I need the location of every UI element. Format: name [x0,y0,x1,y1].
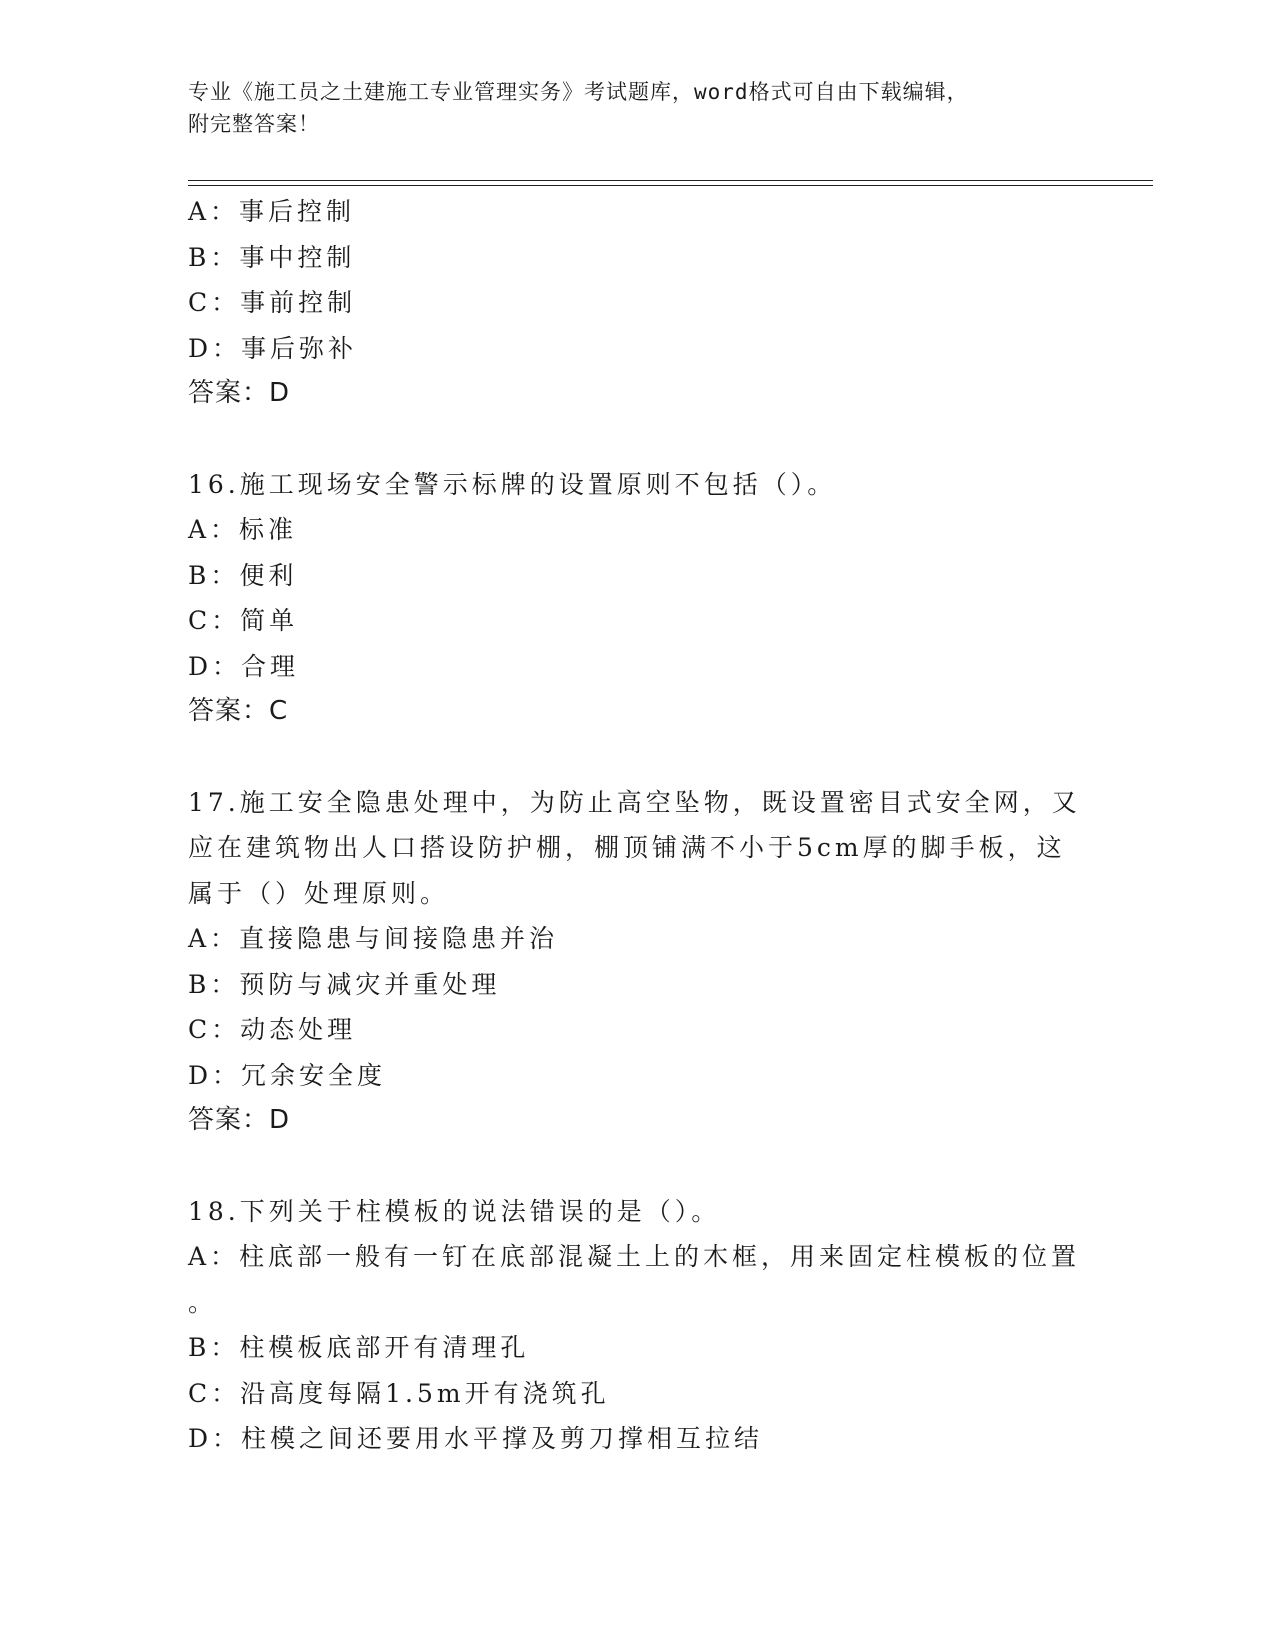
block-spacer [188,735,1088,780]
answer-option: A：事后控制 [188,197,356,226]
block-spacer [188,1144,1088,1189]
question-text: 应在建筑物出人口搭设防护棚，棚顶铺满不小于5cm厚的脚手板，这 [188,833,1066,862]
question-text: 17.施工安全隐患处理中，为防止高空坠物，既设置密目式安全网，又 [188,787,1081,817]
question-block [188,189,1088,417]
question-text: 18.下列关于柱模板的说法错误的是（）。 [188,1196,721,1226]
answer-option: A：柱底部一般有一钉在底部混凝土上的木框，用来固定柱模板的位置 [188,1242,1081,1271]
question-text: 属于（）处理原则。 [188,878,450,908]
answer-option: D：事后弥补 [188,333,358,363]
answer-option: A：直接隐患与间接隐患并治 [188,924,559,953]
answer-option: C：动态处理 [188,1015,357,1044]
header-divider-top [188,180,1153,181]
answer-option: D：合理 [188,651,300,681]
question-list [188,189,1088,1462]
answer-option: 。 [188,1287,218,1317]
block-spacer [188,417,1088,462]
answer-option: C：事前控制 [188,288,357,317]
correct-answer: 答案：D [188,378,291,408]
answer-option: B：便利 [188,560,298,590]
question-text: 16.施工现场安全警示标牌的设置原则不包括（）。 [188,469,837,499]
answer-option: B：事中控制 [188,242,356,272]
answer-option: C：简单 [188,606,299,635]
question-block [188,780,1088,1144]
answer-option: D：冗余安全度 [188,1060,387,1090]
correct-answer: 答案：D [188,1105,291,1135]
answer-option: D：柱模之间还要用水平撑及剪刀撑相互拉结 [188,1424,764,1453]
answer-option: B：预防与减灾并重处理 [188,969,501,999]
correct-answer: 答案：C [188,696,289,726]
answer-option: C：沿高度每隔1.5m开有浇筑孔 [188,1378,610,1408]
document-header [188,76,1088,140]
header-divider-bottom [188,185,1153,186]
question-block [188,462,1088,735]
header-line-1: 专业《施工员之土建施工专业管理实务》考试题库，word格式可自由下载编辑， [188,80,969,104]
header-line-2: 附完整答案！ [188,112,320,136]
answer-option: A：标准 [188,515,298,544]
question-block [188,1189,1088,1462]
answer-option: B：柱模板底部开有清理孔 [188,1333,530,1362]
